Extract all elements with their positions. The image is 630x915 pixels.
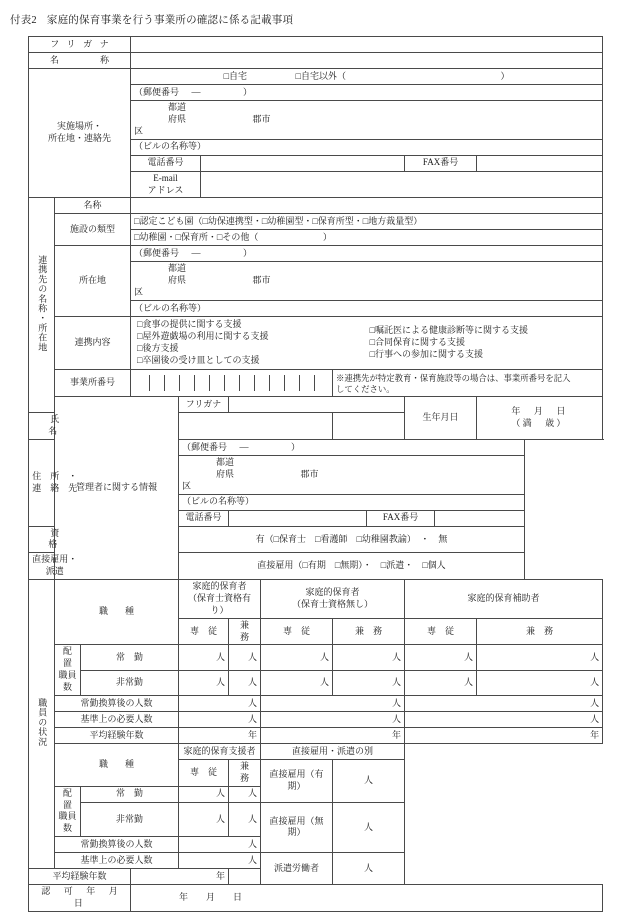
location-type-choices xyxy=(131,69,603,85)
field-manager-fax[interactable] xyxy=(435,510,525,526)
staff2-blank-area xyxy=(405,743,603,884)
field-staff-experience[interactable]: 年 xyxy=(261,727,405,743)
office-number-digit[interactable] xyxy=(269,375,284,391)
label-staff-required: 基準上の必要人数 xyxy=(55,711,179,727)
partner-address-line[interactable] xyxy=(131,262,603,301)
office-number-digit[interactable] xyxy=(134,375,149,391)
label-manager-tel: 電話番号 xyxy=(179,510,229,526)
row-partner-zip xyxy=(29,246,603,262)
field-staff-required[interactable]: 人 xyxy=(179,711,261,727)
staff2-employment-title: 直接雇用・派遣の別 xyxy=(261,743,405,759)
field-staff-converted[interactable]: 人 xyxy=(405,695,603,711)
row-staff-t1-parttime xyxy=(29,670,603,695)
manager-zip-line[interactable]: （郵便番号 — ） xyxy=(179,439,525,455)
field-staff2-direct-fixed[interactable]: 人 xyxy=(333,759,405,802)
label-staff2-job-type: 職 種 xyxy=(55,743,179,786)
non-home-paren-close: ） xyxy=(500,70,510,81)
label-staff-assigned: 配 置 職員数 xyxy=(55,645,81,696)
field-staff-required[interactable]: 人 xyxy=(261,711,405,727)
label-staff2-dispatch: 派遣労働者 xyxy=(261,853,333,885)
field-manager-furigana[interactable] xyxy=(229,397,405,413)
manager-address-line[interactable] xyxy=(179,455,525,494)
row-partner-name xyxy=(29,198,603,214)
field-staff-experience[interactable]: 年 xyxy=(405,727,603,743)
office-number-digit[interactable] xyxy=(239,375,254,391)
facility-building-line[interactable]: （ビルの名称等） xyxy=(131,139,603,155)
field-staff2-fulltime[interactable]: 人 xyxy=(229,786,261,802)
office-number-digit[interactable] xyxy=(224,375,239,391)
field-manager-employment[interactable]: 直接雇用（□有期 □無期）・ □派遣・ □個人 xyxy=(179,553,525,580)
row-facility-name xyxy=(29,53,603,69)
label-staff2-direct-fixed: 直接雇用（有期） xyxy=(261,759,333,802)
field-staff-converted[interactable]: 人 xyxy=(179,695,261,711)
staff2-subhead: 専 従 xyxy=(179,759,229,786)
field-staff2-required[interactable]: 人 xyxy=(179,853,261,869)
label-facility-fax: FAX番号 xyxy=(405,155,477,171)
row-staff-t1-fulltime xyxy=(29,645,603,670)
partner-zip-line[interactable]: （郵便番号 — ） xyxy=(131,246,603,262)
field-staff-fulltime[interactable]: 人 xyxy=(477,645,603,670)
staff-col-head-2: 家庭的保育者 （保育士資格無し） xyxy=(261,580,405,619)
field-staff-fulltime[interactable]: 人 xyxy=(405,645,477,670)
staff2-subhead: 兼 務 xyxy=(229,759,261,786)
facility-pref-label: 都道 府県 xyxy=(168,102,187,124)
field-staff-parttime[interactable]: 人 xyxy=(477,670,603,695)
staff-subhead: 兼 務 xyxy=(333,618,405,645)
partner-content-cell xyxy=(131,317,603,370)
label-manager-fax: FAX番号 xyxy=(367,510,435,526)
page-title xyxy=(10,12,293,27)
office-number-digit[interactable] xyxy=(314,375,329,391)
label-staff-job-type: 職 種 xyxy=(55,580,179,645)
staff-subhead: 専 従 xyxy=(405,618,477,645)
field-facility-tel[interactable] xyxy=(201,155,405,171)
manager-building-line[interactable]: （ビルの名称等） xyxy=(179,494,525,510)
label-manager-birth: 生年月日 xyxy=(405,397,477,440)
field-staff2-fulltime[interactable]: 人 xyxy=(179,786,229,802)
label-staff2-fulltime: 常 勤 xyxy=(81,786,179,802)
facility-city-label: 郡市 区 xyxy=(134,113,271,136)
field-manager-qualification[interactable]: 有（□保育士 □看護師 □幼稚園教諭） ・ 無 xyxy=(179,526,525,553)
field-staff2-direct-indef[interactable]: 人 xyxy=(333,802,405,853)
label-facility-name: 名 称 xyxy=(29,53,131,69)
label-staff2-direct-indef: 直接雇用（無期） xyxy=(261,802,333,853)
label-manager-furigana: フリガナ xyxy=(179,397,229,413)
label-manager-employment: 直接雇用・派遣 xyxy=(29,553,81,580)
label-staff-fulltime: 常 勤 xyxy=(81,645,179,670)
label-manager-name: 氏 名 xyxy=(29,413,81,440)
row-staff-t1-converted xyxy=(29,695,603,711)
row-partner-content xyxy=(29,317,603,370)
label-staff-converted: 常勤換算後の人数 xyxy=(55,695,179,711)
field-facility-fax[interactable] xyxy=(477,155,603,171)
partner-building-line[interactable]: （ビルの名称等） xyxy=(131,301,603,317)
field-staff-parttime[interactable]: 人 xyxy=(229,670,261,695)
field-staff2-dispatch[interactable]: 人 xyxy=(333,853,405,885)
partner-content-item[interactable]: □屋外遊戯場の利用に関する支援 xyxy=(137,330,269,341)
partner-content-item[interactable]: □後方支援 xyxy=(137,342,179,353)
partner-content-item[interactable]: □合同保育に関する支援 xyxy=(369,336,465,347)
form-title-text: 家庭的保育事業を行う事業所の確認に係る記載事項 xyxy=(46,15,294,26)
partner-content-item[interactable]: □嘱託医による健康診断等に関する支援 xyxy=(369,324,528,335)
row-approval-date xyxy=(29,885,603,912)
label-partner-content: 連携内容 xyxy=(55,317,131,370)
label-partner-address: 所在地 xyxy=(55,246,131,317)
partner-content-left-list xyxy=(134,318,367,368)
manager-pref-label: 都道 府県 xyxy=(216,456,235,479)
field-staff-required[interactable]: 人 xyxy=(405,711,603,727)
label-staff-section: 職員の状況 xyxy=(29,580,55,869)
field-staff-experience[interactable]: 年 xyxy=(179,727,261,743)
label-staff2-assigned: 配 置 職員数 xyxy=(55,786,81,837)
checkbox-home[interactable]: □自宅 xyxy=(223,70,248,81)
label-manager-address: 住 所 ・ 連 絡 先 xyxy=(29,439,81,526)
partner-content-item[interactable]: □行事への参加に関する支援 xyxy=(369,348,483,359)
label-office-number: 事業所番号 xyxy=(55,369,131,397)
staff2-support-title: 家庭的保育支援者 xyxy=(179,743,261,759)
office-number-digit[interactable] xyxy=(209,375,224,391)
label-staff2-required: 基準上の必要人数 xyxy=(55,853,179,869)
row-staff-t1-experience xyxy=(29,727,603,743)
manager-city-label: 郡市 区 xyxy=(182,468,319,491)
office-number-digit[interactable] xyxy=(194,375,209,391)
label-facility-tel: 電話番号 xyxy=(131,155,201,171)
row-furigana xyxy=(29,37,603,53)
field-staff2-converted[interactable]: 人 xyxy=(179,837,261,853)
field-staff-fulltime[interactable]: 人 xyxy=(261,645,333,670)
staff-subhead: 専 従 xyxy=(261,618,333,645)
label-approval-date: 認 可 年 月 日 xyxy=(29,885,131,912)
field-staff2-parttime[interactable]: 人 xyxy=(179,802,229,837)
label-partner-facility-type: 施設の類型 xyxy=(55,214,131,246)
office-number-digit[interactable] xyxy=(149,375,164,391)
office-number-digit[interactable] xyxy=(284,375,299,391)
checkbox-non-home[interactable]: □自宅以外（ xyxy=(295,70,346,81)
office-number-digit[interactable] xyxy=(254,375,269,391)
field-staff-parttime[interactable]: 人 xyxy=(405,670,477,695)
field-staff-converted[interactable]: 人 xyxy=(261,695,405,711)
field-staff-parttime[interactable]: 人 xyxy=(333,670,405,695)
label-staff-experience: 平均経験年数 xyxy=(55,727,179,743)
row-staff-t2-head xyxy=(29,743,603,759)
form-number: 付表2 xyxy=(10,15,37,26)
field-manager-birth[interactable]: 年 月 日 （満 歳） xyxy=(477,397,603,440)
field-facility-email[interactable] xyxy=(201,171,603,198)
office-number-digit[interactable] xyxy=(164,375,179,391)
field-staff-fulltime[interactable]: 人 xyxy=(179,645,229,670)
field-approval-date[interactable]: 年 月 日 xyxy=(131,885,603,912)
field-manager-tel[interactable] xyxy=(229,510,367,526)
field-partner-name[interactable] xyxy=(131,198,603,214)
partner-city-label: 郡市 区 xyxy=(134,275,271,298)
partner-content-item[interactable]: □食事の提供に関する支援 xyxy=(137,319,242,329)
field-staff-fulltime[interactable]: 人 xyxy=(229,645,261,670)
field-manager-name[interactable] xyxy=(179,413,333,440)
office-number-digit[interactable] xyxy=(299,375,314,391)
label-manager-qualification: 資 格 xyxy=(29,526,81,553)
facility-zip-line[interactable]: （郵便番号 — ） xyxy=(131,85,603,101)
label-staff2-experience: 平均経験年数 xyxy=(29,869,131,885)
main-form-table xyxy=(28,36,603,912)
partner-content-item[interactable]: □卒園後の受け皿としての支援 xyxy=(137,354,260,365)
partner-content-grid xyxy=(134,318,599,368)
label-location: 実施場所・ 所在地・連絡先 xyxy=(29,69,131,198)
office-number-note: ※連携先が特定教育・保育施設等の場合は、事業所番号を記入 してください。 xyxy=(333,369,603,397)
staff-subhead: 兼 務 xyxy=(477,618,603,645)
partner-type-row2[interactable]: □幼稚園・□保育所・□その他（ ） xyxy=(131,230,603,246)
field-staff-parttime[interactable]: 人 xyxy=(261,670,333,695)
office-number-digit[interactable] xyxy=(179,375,194,391)
row-manager-furigana xyxy=(29,397,603,413)
label-manager-section: 管理者に関する情報 xyxy=(55,397,179,580)
field-staff-parttime[interactable]: 人 xyxy=(179,670,229,695)
row-partner-type-1 xyxy=(29,214,603,230)
field-staff2-parttime[interactable]: 人 xyxy=(229,802,261,837)
office-number-cells[interactable] xyxy=(131,369,333,397)
partner-type-row1[interactable]: □認定こども園（□幼保連携型・□幼稚園型・□保育所型・□地方裁量型） xyxy=(131,214,603,230)
field-facility-name[interactable] xyxy=(131,53,603,69)
staff-subhead: 兼 務 xyxy=(229,618,261,645)
label-staff-parttime: 非常勤 xyxy=(81,670,179,695)
facility-address-line[interactable] xyxy=(131,101,603,140)
row-staff-t1-required xyxy=(29,711,603,727)
office-number-grid xyxy=(134,375,329,391)
row-staff-t1-head xyxy=(29,580,603,619)
field-furigana[interactable] xyxy=(131,37,603,53)
label-partner-name: 名称 xyxy=(55,198,131,214)
label-facility-email: E-mail アドレス xyxy=(131,171,201,198)
label-staff2-parttime: 非常勤 xyxy=(81,802,179,837)
label-partner-section: 連携先の名称・所在地 xyxy=(29,198,55,413)
partner-pref-label: 都道 府県 xyxy=(168,263,187,286)
label-staff2-converted: 常勤換算後の人数 xyxy=(55,837,179,853)
label-furigana: フリガナ xyxy=(29,37,131,53)
partner-content-right-list xyxy=(367,318,600,368)
row-partner-office-number xyxy=(29,369,603,397)
field-staff2-experience[interactable]: 年 xyxy=(131,869,229,885)
field-staff-fulltime[interactable]: 人 xyxy=(333,645,405,670)
row-location-home-check xyxy=(29,69,603,85)
staff-subhead: 専 従 xyxy=(179,618,229,645)
staff-col-head-1: 家庭的保育者 （保育士資格有り） xyxy=(179,580,261,619)
staff-col-head-3: 家庭的保育補助者 xyxy=(405,580,603,619)
